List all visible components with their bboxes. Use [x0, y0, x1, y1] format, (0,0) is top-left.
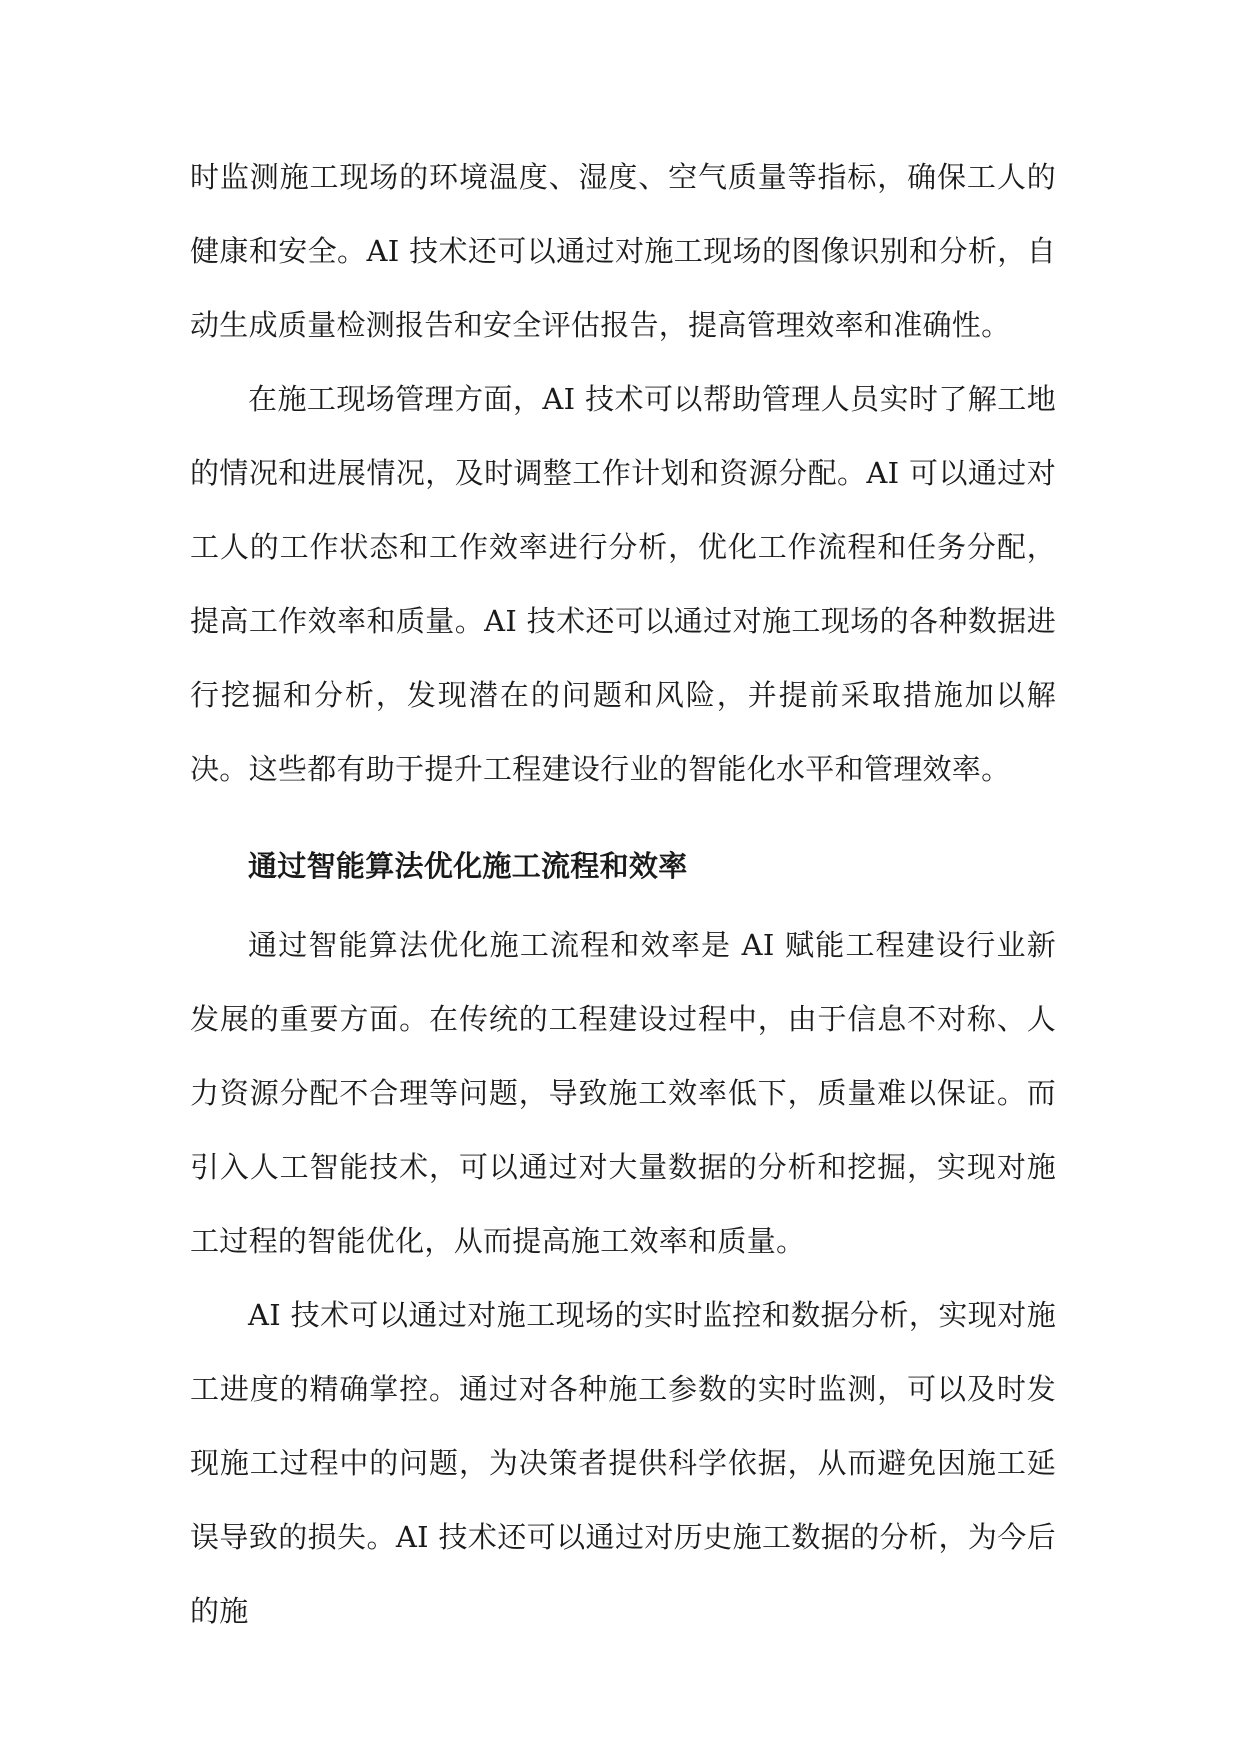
- page-content: [190, 140, 1056, 1648]
- paragraph-site-management: 在施工现场管理方面，AI 技术可以帮助管理人员实时了解工地的情况和进展情况，及时调整工作计划和资源分配。AI 可以通过对工人的工作状态和工作效率进行分析，优化工作流程和任务分配，提高工作效率和质量。AI 技术还可以通过对施工现场的各种数据进行挖掘和分析，发现潜在的问题和风险，并提前采取措施加以解决。这些都有助于提升工程建设行业的智能化水平和管理效率。: [190, 382, 1056, 786]
- paragraph-realtime-monitoring: AI 技术可以通过对施工现场的实时监控和数据分析，实现对施工进度的精确掌控。通过对各种施工参数的实时监测，可以及时发现施工过程中的问题，为决策者提供科学依据，从而避免因施工延误导致的损失。AI 技术还可以通过对历史施工数据的分析，为今后的施: [190, 1298, 1056, 1628]
- paragraph-monitoring-continuation: 时监测施工现场的环境温度、湿度、空气质量等指标，确保工人的健康和安全。AI 技术还可以通过对施工现场的图像识别和分析，自动生成质量检测报告和安全评估报告，提高管理效率和准确性。: [190, 160, 1056, 342]
- paragraph-algorithm-optimization: 通过智能算法优化施工流程和效率是 AI 赋能工程建设行业新发展的重要方面。在传统的工程建设过程中，由于信息不对称、人力资源分配不合理等问题，导致施工效率低下，质量难以保证。而引入人工智能技术，可以通过对大量数据的分析和挖掘，实现对施工过程的智能优化，从而提高施工效率和质量。: [190, 928, 1056, 1258]
- section-heading: 通过智能算法优化施工流程和效率: [248, 849, 688, 883]
